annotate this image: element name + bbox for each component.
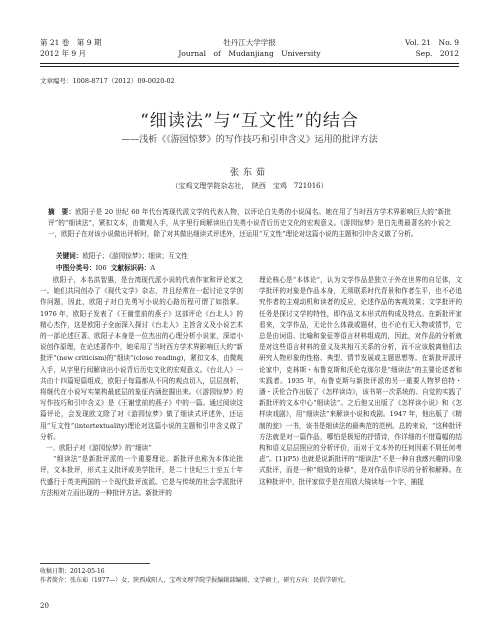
clc-code: I06	[95, 264, 107, 272]
abstract	[48, 207, 451, 240]
footnote-rule	[40, 563, 150, 564]
volume-issue-en: Vol. 21 No. 9	[405, 38, 459, 47]
clc-label: 中图分类号：	[56, 264, 96, 272]
article-title: “细读法”与“互文性”的结合	[140, 111, 359, 131]
journal-name-en: Journal of Mudanjiang University	[178, 49, 321, 58]
keywords	[56, 250, 188, 260]
footnote	[40, 567, 349, 585]
body-paragraph: “细读法”是新批评派的一个重要理论。新批评也称为本体论批评，文本批评，形式主义批评或美学批评，是二十世纪三十至五十年代盛行于英美两国的一个现代批评流派。它是与传统的社会学派批评方法相对立而出现的一种批评方法。新批评的	[40, 455, 243, 497]
header-rule	[40, 63, 459, 64]
publication-date: 2012 年 9 月	[40, 49, 87, 58]
body-paragraph: 欧阳子，本名洪智惠，是台湾现代派小说的代表作家和评论家之一。她们共同创办了《现代文学》杂志，并且经常在一起讨论文学创作问题，因此，欧阳子对白先勇写小说的心路历程可谓了如指掌。1976 年，欧阳子发表了《王谢堂前的燕子》这部评论《台北人》的精心杰作，这是欧阳子全面深入探讨《台北人》主旨含义及小说艺术的一部论述巨著。欧阳子本身是一位杰出的心理分析小说家，深谙小说创作原理，在论述著作中，她采用了当时西方学术界影响巨大的“新批评”(new criticism)的“细读”(close reading)，紧扣文本，由微观入手，从字里行间解读出小说背后历史文化的宏观意义。《台北人》一共由十四篇短篇组成，欧阳子每篇都从不同的观点切入，层层剖析，将继代在小说写实架构最底层的象征内涵挖掘出来。《《游园惊梦》的写作技巧和引申含义》是《王谢堂前的燕子》中的一篇。通过阅读这篇评论，会发现欧文除了对《游园惊梦》做了细读式评述外，还运用“互文性”(intertextuality)理论对这篇小说的主题和引申含义做了分析。	[40, 276, 243, 441]
body-column-right	[259, 275, 462, 488]
journal-name-cn: 牡丹江大学学报	[223, 38, 276, 47]
keywords-text: 欧阳子；《游园惊梦》；细读；互文性	[82, 252, 188, 260]
header-rule-thin	[40, 66, 459, 67]
volume-issue: 第 21 卷 第 9 期	[40, 38, 102, 47]
body-paragraph: 理论核心是“本体论”，认为文学作品是独立于外在世界的自足体，文学批评的对象是作品本身，无须联系时代背景和作者生平，也不必追究作者的主观动机和读者的反应，论述作品的客观效果；文学批评的任务是探讨文学的特性，即作品文本形式的构成及特点。在新批评家看来，文学作品，无论什么体裁或题材，也不论有无人物或情节，它总是由词语、比喻和象征等语言材料组成的，因此，对作品的分析就是对这些语言材料的意义及其相互关系的分析，而不应该脱离他们去研究人物形象的性格、典型、情节发展或主题思想等。在新批评派评论家中，克林斯・布鲁克斯和沃伦克那尔是“细读法”的主要论述者和实践者。1935 年，布鲁克斯与新批评派的另一重要人物罗伯特・潘・沃伦合作出版了《怎样读诗》，该书第一次系统的、自觉的实践了新批评的文本中心“细读法”。之后他又出版了《怎样读小说》和《怎样读戏剧》，用“细读法”来解读小说和戏剧。1947 年，他出版了《精制的瓮》一书，该书是细读法的最典范的范例。总的来说，“这种批评方法就是对一篇作品，哪怕是极短的抒情诗，作详细的不惜篇幅的结构和语义层层照应的分析评价，而对于文本外的任何因素不屑任何考虑”。[1](P5) 也就是说新批评的“细读法”不是一种自我感兴趣的印象式批评，而是一种“细致的诠释”，是对作品作详尽的分析和解释。在这种批评中，批评家似乎是在用放大镜读每一个字，捕捉	[259, 276, 462, 486]
classification	[56, 262, 155, 272]
received-date: 收稿日期：2012-05-16	[40, 568, 105, 575]
article-subtitle: ——浅析《《游园惊梦》的写作技巧和引申含义》运用的批评方法	[121, 135, 378, 145]
doc-code-label: 文献标识码：	[110, 264, 151, 272]
author-affiliation: （宝鸡文理学院杂志社， 陕西 宝鸡 721016）	[171, 182, 328, 190]
abstract-label: 摘 要：	[48, 208, 76, 216]
page-number: 20	[40, 602, 49, 610]
doc-code: A	[150, 264, 156, 272]
keywords-label: 关键词：	[56, 252, 83, 260]
article-number: 文章编号：1008-8717（2012）09-0020-02	[40, 77, 175, 85]
body-column-left	[40, 275, 243, 499]
abstract-text: 欧阳子是 20 世纪 60 年代台湾现代派文学的代表人物，以评论白先勇的小说闻名。她在用了当时西方学术界影响巨大的“新批评”的“细读法”，紧扣文本，由微观入手，从字里行间解读出白先勇小说背后历史文化的宏观意义。《游园惊梦》是白先勇最著名的小说之一，欧阳子在对该小说做出评析时，除了对其做出细读式评述外，还运用“互文性”理论对这篇小说的主题和引申含义做了分析。	[48, 208, 451, 238]
section-heading: 一、欧阳子对《游园惊梦》的“细读”	[46, 444, 152, 453]
author-name: 张东茹	[229, 168, 269, 178]
author-intro: 作者简介：张东茹（1977—）女，陕西咸阳人，宝鸡文理学院学报编辑部编辑，文学硕士，研究方向：民俗学研究。	[40, 577, 350, 584]
publication-date-en: Sep. 2012	[415, 49, 459, 58]
